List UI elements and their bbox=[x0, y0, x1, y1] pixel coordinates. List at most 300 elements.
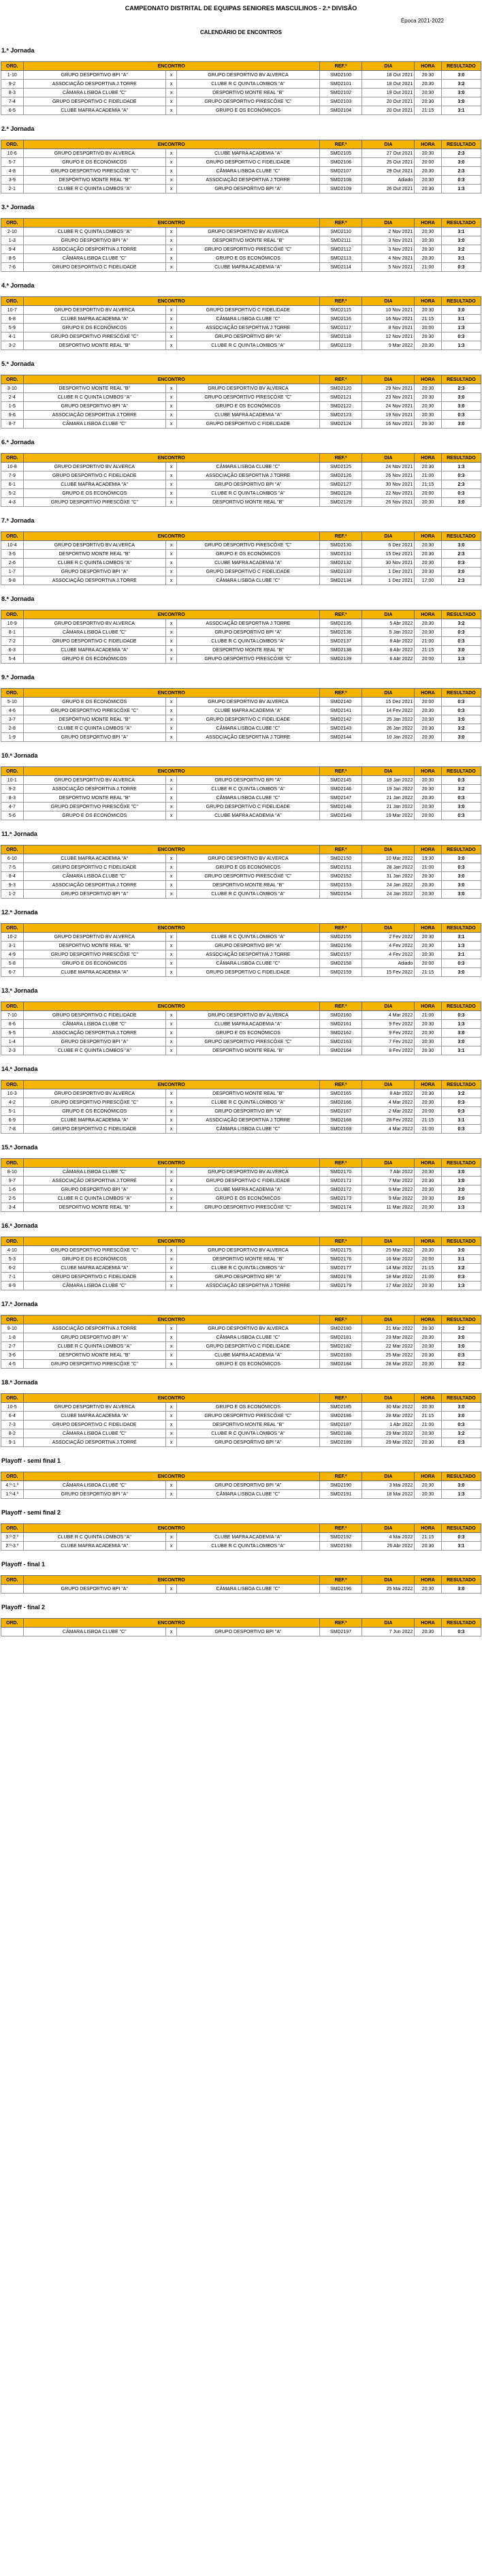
match-ord: 2-3 bbox=[1, 1046, 24, 1055]
match-date: 7 Fev 2022 bbox=[362, 1038, 415, 1046]
match-date: 7 Mar 2022 bbox=[362, 1177, 415, 1185]
match-result: 0:3 bbox=[441, 471, 481, 480]
table-row bbox=[1, 1342, 481, 1351]
table-row bbox=[1, 1481, 481, 1490]
match-date: 5 Jan 2022 bbox=[362, 628, 415, 637]
match-time: 20:30 bbox=[415, 550, 442, 559]
match-ord: 8-1 bbox=[1, 628, 24, 637]
match-time: 20:00 bbox=[415, 1107, 442, 1116]
table-row bbox=[1, 341, 481, 350]
away-team: CLUBE R C QUINTA LOMBOS "A" bbox=[177, 80, 319, 89]
header-ord: ORD. bbox=[1, 297, 24, 306]
match-time: 20:30 bbox=[415, 411, 442, 420]
header-ord: ORD. bbox=[1, 767, 24, 776]
match-ref: SMD2140 bbox=[319, 698, 362, 707]
home-team: CLUBE MAFRA ACADEMIA "A" bbox=[23, 968, 165, 977]
header-ref: REF.ª bbox=[319, 532, 362, 541]
match-time: 21:15 bbox=[415, 315, 442, 324]
table-row bbox=[1, 794, 481, 803]
table-row bbox=[1, 489, 481, 498]
match-ref: SMD2144 bbox=[319, 733, 362, 742]
match-ref: SMD2153 bbox=[319, 881, 362, 890]
header-ref: REF.ª bbox=[319, 140, 362, 149]
table-row bbox=[1, 185, 481, 193]
match-time: 21:15 bbox=[415, 1116, 442, 1125]
round-title: 13.ª Jornada bbox=[1, 987, 38, 994]
match-time: 21:15 bbox=[415, 1264, 442, 1273]
header-hora: HORA bbox=[415, 1576, 442, 1585]
match-ord: 4-7 bbox=[1, 803, 24, 811]
home-team: CÂMARA LISBOA CLUBE "C" bbox=[23, 1168, 165, 1177]
match-ref: SMD2108 bbox=[319, 176, 362, 185]
rounds-container bbox=[0, 46, 482, 1636]
match-ord: 2-4 bbox=[1, 393, 24, 402]
match-result: 3:0 bbox=[441, 1177, 481, 1185]
home-team: DESPORTIVO MONTE REAL "B" bbox=[23, 715, 165, 724]
match-date: 9 Mar 2022 bbox=[362, 1194, 415, 1203]
header-ref: REF.ª bbox=[319, 297, 362, 306]
round-section bbox=[0, 1378, 482, 1447]
header-hora: HORA bbox=[415, 1237, 442, 1246]
away-team: GRUPO E OS ECONÓMICOS bbox=[177, 863, 319, 872]
round-section bbox=[0, 1222, 482, 1290]
match-time: 20:30 bbox=[415, 1324, 442, 1333]
header-encontro: ENCONTRO bbox=[23, 1237, 319, 1246]
header-resultado: RESULTADO bbox=[441, 924, 481, 933]
versus-separator: x bbox=[165, 1628, 176, 1636]
header-ref: REF.ª bbox=[319, 1159, 362, 1168]
round-title: 11.ª Jornada bbox=[1, 831, 37, 837]
table-row bbox=[1, 863, 481, 872]
match-ord: 3-2 bbox=[1, 341, 24, 350]
match-result: 0:3 bbox=[441, 637, 481, 646]
versus-separator: x bbox=[165, 393, 176, 402]
table-row bbox=[1, 655, 481, 664]
match-result: 0:3 bbox=[441, 1107, 481, 1116]
match-date: 25 Out 2021 bbox=[362, 158, 415, 167]
table-row bbox=[1, 942, 481, 950]
round-title: Playoff - semi final 2 bbox=[1, 1509, 61, 1516]
header-resultado: RESULTADO bbox=[441, 62, 481, 71]
match-ref: SMD2118 bbox=[319, 332, 362, 341]
away-team: CÂMARA LISBOA CLUBE "C" bbox=[177, 463, 319, 471]
table-row bbox=[1, 71, 481, 80]
matches-table bbox=[1, 61, 481, 115]
match-date: 21 Mar 2022 bbox=[362, 1324, 415, 1333]
match-result: 0:3 bbox=[441, 1125, 481, 1134]
header-encontro: ENCONTRO bbox=[23, 924, 319, 933]
match-ref: SMD2193 bbox=[319, 1542, 362, 1551]
match-time: 20:30 bbox=[415, 776, 442, 785]
match-ref: SMD2143 bbox=[319, 724, 362, 733]
header-dia: DIA bbox=[362, 1159, 415, 1168]
away-team: ASSOCIAÇÃO DESPORTIVA J.TORRE bbox=[177, 1116, 319, 1125]
match-ref: SMD2188 bbox=[319, 1429, 362, 1438]
versus-separator: x bbox=[165, 1264, 176, 1273]
away-team: CLUBE R C QUINTA LOMBOS "A" bbox=[177, 1264, 319, 1273]
header-resultado: RESULTADO bbox=[441, 845, 481, 854]
match-time: 20:30 bbox=[415, 80, 442, 89]
match-result: 0:3 bbox=[441, 1628, 481, 1636]
match-date: 5 Abr 2022 bbox=[362, 619, 415, 628]
header-ord: ORD. bbox=[1, 1081, 24, 1089]
versus-separator: x bbox=[165, 550, 176, 559]
match-date: 4 Mar 2022 bbox=[362, 1125, 415, 1134]
header-hora: HORA bbox=[415, 1159, 442, 1168]
table-row bbox=[1, 1412, 481, 1421]
match-result: 3:2 bbox=[441, 619, 481, 628]
home-team: GRUPO DESPORTIVO BPI "A" bbox=[23, 236, 165, 245]
table-row bbox=[1, 1020, 481, 1029]
table-row bbox=[1, 576, 481, 585]
home-team: CÂMARA LISBOA CLUBE "C" bbox=[23, 872, 165, 881]
table-row bbox=[1, 890, 481, 899]
match-ord: 8-3 bbox=[1, 794, 24, 803]
away-team: ASSOCIAÇÃO DESPORTIVA J.TORRE bbox=[177, 950, 319, 959]
versus-separator: x bbox=[165, 254, 176, 263]
match-ord: 8-7 bbox=[1, 420, 24, 429]
match-result: 3:0 bbox=[441, 236, 481, 245]
match-result: 3:0 bbox=[441, 968, 481, 977]
header-dia: DIA bbox=[362, 845, 415, 854]
home-team: DESPORTIVO MONTE REAL "B" bbox=[23, 384, 165, 393]
match-ref: SMD2102 bbox=[319, 89, 362, 97]
match-result: 3:0 bbox=[441, 158, 481, 167]
match-ord: 5-10 bbox=[1, 698, 24, 707]
versus-separator: x bbox=[165, 1029, 176, 1038]
home-team: ASSOCIAÇÃO DESPORTIVA J.TORRE bbox=[23, 1324, 165, 1333]
match-date: 16 Nov 2021 bbox=[362, 315, 415, 324]
match-time: 20:30 bbox=[415, 1490, 442, 1499]
table-row bbox=[1, 245, 481, 254]
home-team: CLUBE R C QUINTA LOMBOS "A" bbox=[23, 1194, 165, 1203]
home-team: GRUPO DESPORTIVO C FIDELIDADE bbox=[23, 863, 165, 872]
header-resultado: RESULTADO bbox=[441, 1002, 481, 1011]
match-date: 25 Mar 2022 bbox=[362, 1246, 415, 1255]
match-ref: SMD2125 bbox=[319, 463, 362, 471]
table-row bbox=[1, 872, 481, 881]
home-team: GRUPO DESPORTIVO BPI "A" bbox=[23, 1333, 165, 1342]
match-ord: 3-10 bbox=[1, 384, 24, 393]
table-row bbox=[1, 332, 481, 341]
match-time: 20:30 bbox=[415, 498, 442, 507]
table-row bbox=[1, 541, 481, 550]
match-ord: 8-4 bbox=[1, 872, 24, 881]
match-ord: 10-2 bbox=[1, 933, 24, 942]
match-ord: 6-4 bbox=[1, 1412, 24, 1421]
versus-separator: x bbox=[165, 1255, 176, 1264]
header-ref: REF.ª bbox=[319, 62, 362, 71]
match-date: 11 Mar 2022 bbox=[362, 1203, 415, 1212]
match-ord: 1-8 bbox=[1, 1333, 24, 1342]
match-date: 10 Mar 2022 bbox=[362, 854, 415, 863]
table-row bbox=[1, 1533, 481, 1542]
away-team: CLUBE R C QUINTA LOMBOS "A" bbox=[177, 489, 319, 498]
match-ord: 10-4 bbox=[1, 541, 24, 550]
match-result: 3:0 bbox=[441, 1168, 481, 1177]
table-row bbox=[1, 1273, 481, 1282]
match-time: 20:30 bbox=[415, 306, 442, 315]
home-team: CÂMARA LISBOA CLUBE "C" bbox=[23, 628, 165, 637]
home-team: GRUPO E OS ECONÓMICOS bbox=[23, 811, 165, 820]
header-dia: DIA bbox=[362, 610, 415, 619]
round-title: 10.ª Jornada bbox=[1, 752, 38, 759]
away-team: ASSOCIAÇÃO DESPORTIVA J.TORRE bbox=[177, 471, 319, 480]
header-resultado: RESULTADO bbox=[441, 297, 481, 306]
versus-separator: x bbox=[165, 1203, 176, 1212]
match-ref: SMD2161 bbox=[319, 1020, 362, 1029]
match-ord: 5-3 bbox=[1, 1255, 24, 1264]
table-header-row bbox=[1, 1237, 481, 1246]
away-team: GRUPO DESPORTIVO BPI "A" bbox=[177, 1273, 319, 1282]
home-team: CÂMARA LISBOA CLUBE "C" bbox=[23, 1628, 165, 1636]
away-team: GRUPO DESPORTIVO BV ALVERCA bbox=[177, 854, 319, 863]
match-ref: SMD2159 bbox=[319, 968, 362, 977]
match-time: 20:00 bbox=[415, 655, 442, 664]
match-time: 20:00 bbox=[415, 158, 442, 167]
away-team: GRUPO DESPORTIVO BPI "A" bbox=[177, 480, 319, 489]
round-title: 15.ª Jornada bbox=[1, 1144, 38, 1151]
match-ref: SMD2164 bbox=[319, 1046, 362, 1055]
match-ord: 9-8 bbox=[1, 576, 24, 585]
away-team: GRUPO DESPORTIVO PIRESCÔXE "C" bbox=[177, 541, 319, 550]
versus-separator: x bbox=[165, 1089, 176, 1098]
match-ord: 5-1 bbox=[1, 1107, 24, 1116]
header-ord: ORD. bbox=[1, 1472, 24, 1481]
table-header-row bbox=[1, 767, 481, 776]
match-time: 20:30 bbox=[415, 463, 442, 471]
match-date: 14 Fev 2022 bbox=[362, 707, 415, 715]
match-time: 20:30 bbox=[415, 1177, 442, 1185]
header-resultado: RESULTADO bbox=[441, 1316, 481, 1324]
match-ref: SMD2116 bbox=[319, 315, 362, 324]
match-time: 20:30 bbox=[415, 724, 442, 733]
header-dia: DIA bbox=[362, 767, 415, 776]
header-hora: HORA bbox=[415, 375, 442, 384]
versus-separator: x bbox=[165, 341, 176, 350]
match-time: 17:00 bbox=[415, 576, 442, 585]
table-row bbox=[1, 1046, 481, 1055]
match-result: 3:0 bbox=[441, 89, 481, 97]
away-team: GRUPO DESPORTIVO C FIDELIDADE bbox=[177, 306, 319, 315]
match-ref: SMD2133 bbox=[319, 568, 362, 576]
match-ord: 8-6 bbox=[1, 1020, 24, 1029]
match-time: 20:30 bbox=[415, 794, 442, 803]
table-row bbox=[1, 1628, 481, 1636]
match-ord: 4-5 bbox=[1, 1360, 24, 1369]
round-section bbox=[0, 751, 482, 820]
table-row bbox=[1, 263, 481, 272]
match-ord: 4-2 bbox=[1, 1098, 24, 1107]
header-encontro: ENCONTRO bbox=[23, 62, 319, 71]
versus-separator: x bbox=[165, 402, 176, 411]
match-time: 20:30 bbox=[415, 1029, 442, 1038]
round-section bbox=[0, 595, 482, 664]
match-time: 21:15 bbox=[415, 1412, 442, 1421]
match-ord: 10-9 bbox=[1, 619, 24, 628]
table-row bbox=[1, 811, 481, 820]
match-ord: 6-3 bbox=[1, 646, 24, 655]
home-team: ASSOCIAÇÃO DESPORTIVA J.TORRE bbox=[23, 1177, 165, 1185]
match-result: 3:0 bbox=[441, 715, 481, 724]
table-row bbox=[1, 1542, 481, 1551]
table-row bbox=[1, 559, 481, 568]
match-ref: SMD2184 bbox=[319, 1360, 362, 1369]
away-team: GRUPO E OS ECONÓMICOS bbox=[177, 106, 319, 115]
away-team: GRUPO DESPORTIVO PIRESCÔXE "C" bbox=[177, 245, 319, 254]
versus-separator: x bbox=[165, 950, 176, 959]
versus-separator: x bbox=[165, 1585, 176, 1594]
match-ord: 1-4 bbox=[1, 1038, 24, 1046]
match-ord bbox=[1, 1585, 24, 1594]
match-time: 20:30 bbox=[415, 1429, 442, 1438]
away-team: GRUPO DESPORTIVO BPI "A" bbox=[177, 942, 319, 950]
away-team: CLUBE MAFRA ACADEMIA "A" bbox=[177, 1020, 319, 1029]
table-row bbox=[1, 1177, 481, 1185]
versus-separator: x bbox=[165, 933, 176, 942]
match-time: 20:30 bbox=[415, 1168, 442, 1177]
match-ref: SMD2120 bbox=[319, 384, 362, 393]
home-team: ASSOCIAÇÃO DESPORTIVA J.TORRE bbox=[23, 881, 165, 890]
home-team: GRUPO E OS ECONÓMICOS bbox=[23, 324, 165, 332]
versus-separator: x bbox=[165, 167, 176, 176]
table-row bbox=[1, 89, 481, 97]
match-ref: SMD2183 bbox=[319, 1351, 362, 1360]
match-ord: 9-4 bbox=[1, 245, 24, 254]
table-row bbox=[1, 619, 481, 628]
header-resultado: RESULTADO bbox=[441, 1159, 481, 1168]
header-dia: DIA bbox=[362, 1619, 415, 1628]
away-team: DESPORTIVO MONTE REAL "B" bbox=[177, 1089, 319, 1098]
round-title: 14.ª Jornada bbox=[1, 1066, 38, 1072]
header-ord: ORD. bbox=[1, 924, 24, 933]
header-dia: DIA bbox=[362, 532, 415, 541]
match-result: 3:1 bbox=[441, 106, 481, 115]
table-row bbox=[1, 854, 481, 863]
header-ref: REF.ª bbox=[319, 375, 362, 384]
home-team: ASSOCIAÇÃO DESPORTIVA J.TORRE bbox=[23, 1438, 165, 1447]
match-ref: SMD2152 bbox=[319, 872, 362, 881]
header-ref: REF.ª bbox=[319, 1394, 362, 1403]
match-ref: SMD2132 bbox=[319, 559, 362, 568]
page-title: CAMPEONATO DISTRITAL DE EQUIPAS SENIORES MASCULINOS - 2.ª DIVISÃO bbox=[125, 5, 357, 12]
match-ord: 2-1 bbox=[1, 185, 24, 193]
round-section bbox=[0, 908, 482, 977]
away-team: GRUPO DESPORTIVO PIRESCÔXE "C" bbox=[177, 97, 319, 106]
match-ord: 1-5 bbox=[1, 402, 24, 411]
away-team: GRUPO DESPORTIVO BPI "A" bbox=[177, 332, 319, 341]
table-row bbox=[1, 498, 481, 507]
match-date: Adiado bbox=[362, 959, 415, 968]
table-row bbox=[1, 158, 481, 167]
match-date: 26 Nov 2021 bbox=[362, 498, 415, 507]
versus-separator: x bbox=[165, 1403, 176, 1412]
match-ord: 3-5 bbox=[1, 550, 24, 559]
match-date: 8 Fev 2022 bbox=[362, 1046, 415, 1055]
table-row bbox=[1, 1194, 481, 1203]
match-ord: 3-6 bbox=[1, 1351, 24, 1360]
versus-separator: x bbox=[165, 1273, 176, 1282]
versus-separator: x bbox=[165, 463, 176, 471]
away-team: GRUPO DESPORTIVO BPI "A" bbox=[177, 1438, 319, 1447]
home-team: GRUPO E OS ECONÓMICOS bbox=[23, 698, 165, 707]
header-encontro: ENCONTRO bbox=[23, 219, 319, 228]
match-time: 20:30 bbox=[415, 245, 442, 254]
match-ref: SMD2131 bbox=[319, 550, 362, 559]
away-team: GRUPO E OS ECONÓMICOS bbox=[177, 1194, 319, 1203]
match-date: 16 Mar 2022 bbox=[362, 1255, 415, 1264]
round-section bbox=[0, 1065, 482, 1134]
versus-separator: x bbox=[165, 1351, 176, 1360]
match-ref: SMD2141 bbox=[319, 707, 362, 715]
home-team: GRUPO DESPORTIVO BV ALVERCA bbox=[23, 619, 165, 628]
away-team: ASSOCIAÇÃO DESPORTIVA J.TORRE bbox=[177, 324, 319, 332]
away-team: GRUPO DESPORTIVO BV ALVERCA bbox=[177, 228, 319, 236]
table-row bbox=[1, 1255, 481, 1264]
match-result: 0:3 bbox=[441, 707, 481, 715]
match-time: 20:30 bbox=[415, 619, 442, 628]
match-ref: SMD2122 bbox=[319, 402, 362, 411]
away-team: GRUPO DESPORTIVO BPI "A" bbox=[177, 776, 319, 785]
header-ref: REF.ª bbox=[319, 767, 362, 776]
match-ref: SMD2148 bbox=[319, 803, 362, 811]
header-encontro: ENCONTRO bbox=[23, 1081, 319, 1089]
away-team: GRUPO DESPORTIVO PIRESCÔXE "C" bbox=[177, 393, 319, 402]
match-date: 14 Mar 2022 bbox=[362, 1264, 415, 1273]
home-team: CÂMARA LISBOA CLUBE "C" bbox=[23, 1282, 165, 1290]
round-title: 16.ª Jornada bbox=[1, 1222, 38, 1229]
table-row bbox=[1, 637, 481, 646]
match-date: 2 Nov 2021 bbox=[362, 228, 415, 236]
match-ref: SMD2134 bbox=[319, 576, 362, 585]
match-ord: 1-6 bbox=[1, 1185, 24, 1194]
match-result: 3:0 bbox=[441, 402, 481, 411]
header-encontro: ENCONTRO bbox=[23, 1159, 319, 1168]
round-title: 5.ª Jornada bbox=[1, 360, 35, 367]
match-result: 0:3 bbox=[441, 863, 481, 872]
match-time: 20:30 bbox=[415, 1282, 442, 1290]
away-team: GRUPO DESPORTIVO BV ALVERCA bbox=[177, 698, 319, 707]
match-result: 0:3 bbox=[441, 176, 481, 185]
away-team: GRUPO E OS ECONÓMICOS bbox=[177, 254, 319, 263]
match-ord: 10-1 bbox=[1, 776, 24, 785]
match-time: 20:30 bbox=[415, 1628, 442, 1636]
match-time: 20:00 bbox=[415, 489, 442, 498]
round-title: 7.ª Jornada bbox=[1, 517, 35, 524]
match-result: 3:0 bbox=[441, 1038, 481, 1046]
header-encontro: ENCONTRO bbox=[23, 1472, 319, 1481]
header-resultado: RESULTADO bbox=[441, 689, 481, 698]
home-team: GRUPO DESPORTIVO BPI "A" bbox=[23, 568, 165, 576]
match-date: 19 Mar 2022 bbox=[362, 811, 415, 820]
match-ref: SMD2189 bbox=[319, 1438, 362, 1447]
match-date: 30 Mar 2022 bbox=[362, 1403, 415, 1412]
table-row bbox=[1, 707, 481, 715]
header-ref: REF.ª bbox=[319, 1619, 362, 1628]
match-date: 28 Fev 2022 bbox=[362, 1116, 415, 1125]
versus-separator: x bbox=[165, 628, 176, 637]
match-time: 20:30 bbox=[415, 1246, 442, 1255]
home-team: CLUBE MAFRA ACADEMIA "A" bbox=[23, 480, 165, 489]
match-ref: SMD2145 bbox=[319, 776, 362, 785]
versus-separator: x bbox=[165, 733, 176, 742]
away-team: GRUPO DESPORTIVO PIRESCÔXE "C" bbox=[177, 872, 319, 881]
round-title: 12.ª Jornada bbox=[1, 909, 38, 916]
match-time: 21:00 bbox=[415, 1011, 442, 1020]
header-dia: DIA bbox=[362, 1237, 415, 1246]
match-ref: SMD2147 bbox=[319, 794, 362, 803]
match-result: 3:2 bbox=[441, 1360, 481, 1369]
